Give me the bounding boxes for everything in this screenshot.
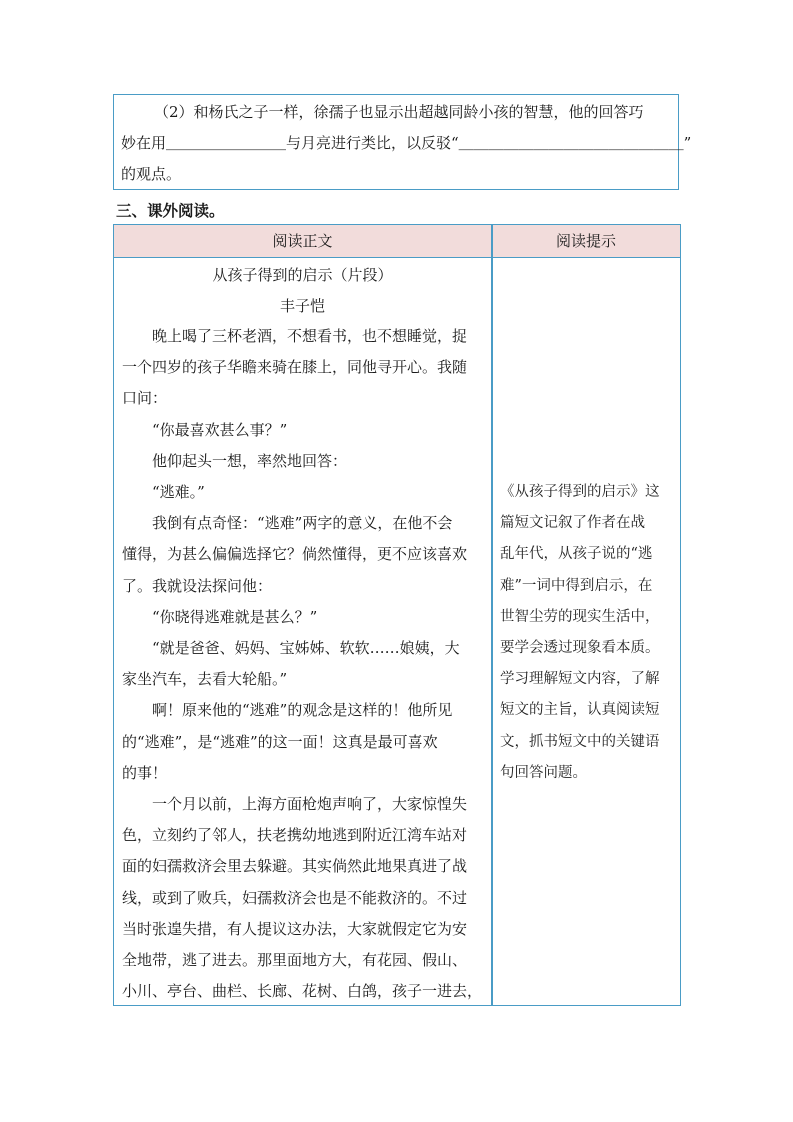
passage-line: 口问： — [122, 389, 168, 408]
passage-line: 的“逃难”，是“逃难”的这一面！这真是最可喜欢 — [122, 732, 438, 751]
passage-line: 色，立刻约了邻人，扶老携幼地逃到附近江湾车站对 — [122, 826, 468, 845]
passage-line: “你最喜欢甚么事？” — [152, 420, 288, 439]
hint-line: 《从孩子得到的启示》这 — [500, 484, 660, 500]
passage-line: 晚上喝了三杯老酒，不想看书，也不想睡觉，捉 — [152, 327, 468, 345]
column-divider — [491, 225, 493, 1005]
question-line-3: 的观点。 — [121, 165, 182, 183]
passage-line: 小川、亭台、曲栏、长廊、花树、白鸽，孩子一进去， — [122, 982, 483, 1001]
passage-line: 线，或到了败兵，妇孺救济会也是不能救济的。不过 — [122, 888, 468, 907]
hint-line: 难”一词中得到启示，在 — [500, 577, 653, 594]
question-line-2: 妙在用＿＿＿＿＿＿＿＿与月亮进行类比，以反驳“＿＿＿＿＿＿＿＿＿＿＿＿＿＿＿” — [121, 134, 692, 152]
hint-line: 短文的主旨，认真阅读短 — [500, 702, 660, 719]
passage-line: 一个四岁的孩子华瞻来骑在膝上，同他寻开心。我随 — [122, 358, 468, 377]
passage-line: 当时张遑失措，有人提议这办法，大家就假定它为安 — [122, 919, 468, 938]
reading-table — [113, 224, 681, 1006]
passage-line: 他仰起头一想，率然地回答： — [152, 451, 348, 470]
passage-line: 家坐汽车，去看大轮船。” — [122, 670, 288, 689]
question-line-1: （2）和杨氏之子一样，徐孺子也显示出超越同龄小孩的智慧，他的回答巧 — [154, 103, 644, 121]
header-main-text: 阅读正文 — [272, 232, 333, 250]
hint-line: 文，抓书短文中的关键语 — [500, 733, 660, 750]
passage-line: 啊！原来他的“逃难”的观念是这样的！他所见 — [152, 701, 453, 720]
hint-line: 世智尘劳的现实生活中， — [500, 608, 660, 625]
passage-line: 的事！ — [122, 763, 168, 782]
hint-line: 篇短文记叙了作者在战 — [500, 515, 645, 532]
section-title: 三、课外阅读。 — [116, 202, 225, 220]
passage-line: 我倒有点奇怪：“逃难”两字的意义，在他不会 — [152, 514, 453, 533]
passage-line: 懂得，为甚么偏偏选择它？倘然懂得，更不应该喜欢 — [122, 545, 468, 564]
passage-title: 从孩子得到的启示（片段） — [212, 266, 393, 284]
passage-line: 了。我就设法探问他： — [122, 576, 273, 595]
passage-line: 全地带，逃了进去。那里面地方大，有花园、假山、 — [122, 951, 468, 969]
question-box — [113, 94, 692, 190]
hint-line: 学习理解短文内容，了解 — [500, 671, 660, 688]
passage-line: 一个月以前，上海方面枪炮声响了，大家惊惶失 — [152, 795, 468, 813]
passage-author: 丰子恺 — [279, 297, 325, 315]
passage-line: “你晓得逃难就是甚么？” — [152, 607, 318, 626]
passage-line: 面的妇孺救济会里去躲避。其实倘然此地果真进了战 — [122, 857, 468, 876]
passage-line: “逃难。” — [152, 483, 205, 501]
hint-line: 要学会透过现象看本质。 — [500, 640, 660, 656]
table-header-row — [114, 225, 680, 258]
hint-line: 句回答问题。 — [500, 764, 587, 781]
hint-line: 乱年代，从孩子说的“逃 — [500, 546, 653, 563]
passage-line: “就是爸爸、妈妈、宝姊姊、软软……娘姨，大 — [152, 639, 460, 657]
header-hint: 阅读提示 — [555, 232, 616, 250]
